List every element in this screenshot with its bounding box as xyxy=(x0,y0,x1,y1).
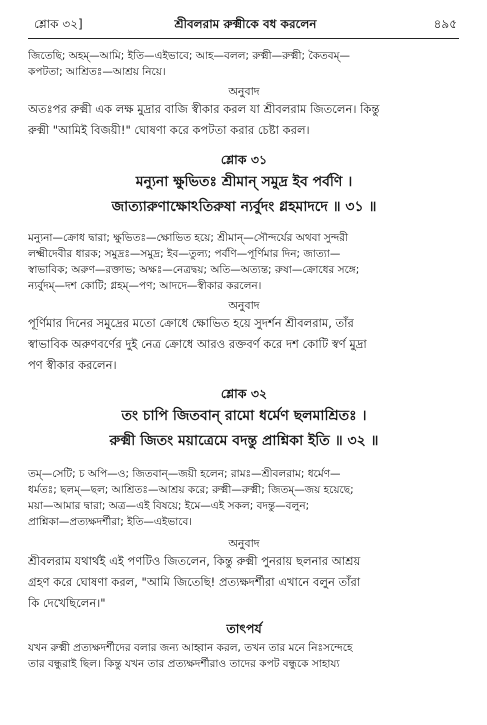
purport-line: তার বন্ধুরাই ছিল। কিন্তু যখন তার প্রত্যক্ষদর্শীরাও তাদের কপট বন্ধুকে সাহায্য xyxy=(28,658,340,670)
synonyms-line: ময়া—আমার দ্বারা; অত্র—এই বিষয়ে; ইমে—এই সকল; বদন্তু—বলুন; xyxy=(28,500,310,512)
header-rule xyxy=(28,38,459,39)
translation-heading: অনুবাদ xyxy=(228,85,260,98)
page-header xyxy=(34,16,457,36)
header-page-number: ৪৯৫ xyxy=(433,17,457,31)
translation-line: রুক্মী "আমিই বিজয়ী!" ঘোষণা করে কপটতা করার চেষ্টা করল। xyxy=(28,123,310,137)
synonyms-line: ধর্মতঃ; ছলম্—ছল; আশ্রিতঃ—আশ্রয় করে; রুক্মী—রুক্মী; জিতম্—জয় হয়েছে; xyxy=(28,484,354,496)
verse-number-heading: শ্লোক ৩১ xyxy=(220,152,268,167)
translation-line: গ্রহণ করে ঘোষণা করল, "আমি জিতেছি! প্রত্যক্ষদর্শীরা এখানে বলুন তাঁরা xyxy=(28,575,361,589)
translation-line: পণ স্বীকার করলেন। xyxy=(28,358,117,372)
purport-line: যখন রুক্মী প্রত্যক্ষদর্শীদের বলার জন্য আহ্বান করল, তখন তার মনে নিঃসন্দেহে xyxy=(28,642,353,654)
translation-line: স্বাভাবিক অরুণবর্ণের দুই নেত্র ক্রোধে আরও রক্তবর্ণ করে দশ কোটি স্বর্ণ মুদ্রা xyxy=(28,337,367,351)
synonyms-line: মন্যুনা—ক্রোধ দ্বারা; ক্ষুভিতঃ—ক্ষোভিত হয়ে; শ্রীমান্—সৌন্দর্যের অথবা সুন্দরী xyxy=(28,232,349,244)
synonyms-line: লক্ষ্মীদেবীর ধারক; সমুদ্রঃ—সমুদ্র; ইব—তুল্য; পর্বণি—পূর্ণিমার দিন; জাত্যা— xyxy=(28,248,341,260)
translation-heading: অনুবাদ xyxy=(228,299,260,312)
translation-line: কি দেখেছিলেন।" xyxy=(28,596,106,610)
verse-line: তং চাপি জিতবান্ রামো ধর্মেণ ছলমাশ্রিতঃ । xyxy=(121,408,367,424)
synonyms-line: ন্যর্বুদম্—দশ কোটি; গ্লহম্—পণ; আদদে—স্বীকার করলেন। xyxy=(28,280,262,292)
synonyms-line: স্বাভাবিক; অরুণ—রক্তাভ; অক্ষঃ—নেত্রদ্বয়; অতি—অত্যন্ত; রুষা—ক্রোধের সঙ্গে; xyxy=(28,264,360,276)
verse-line: জাত্যারুণাক্ষোঽতিরুষা ন্যর্বুদং গ্লহমাদদে ॥ ৩১ ॥ xyxy=(111,199,377,215)
translation-line: শ্রীবলরাম যথার্থই এই পণটিও জিতলেন, কিন্তু রুক্মী পুনরায় ছলনার আশ্রয় xyxy=(28,554,361,568)
verse-line: মন্যুনা ক্ষুভিতঃ শ্রীমান্ সমুদ্র ইব পর্বণি । xyxy=(135,174,353,190)
synonyms-prev-line: কপটতা; আশ্রিতঃ—আশ্রয় নিয়ে। xyxy=(28,66,166,78)
purport-heading: তাৎপর্য xyxy=(226,621,262,636)
translation-line: পূর্ণিমার দিনের সমুদ্রের মতো ক্রোধে ক্ষোভিত হয়ে সুদর্শন শ্রীবলরাম, তাঁর xyxy=(28,316,354,330)
synonyms-line: প্রাশ্নিকা—প্রত্যক্ষদর্শীরা; ইতি—এইভাবে। xyxy=(28,516,193,528)
synonyms-prev-line: জিতেছি; অহম্—আমি; ইতি—এইভাবে; আহ—বলল; রুক্মী—রুক্মী; কৈতবম্— xyxy=(28,50,350,62)
translation-heading: অনুবাদ xyxy=(228,537,260,550)
synonyms-line: তম্—সেটি; চ অপি—ও; জিতবান্—জয়ী হলেন; রামঃ—শ্রীবলরাম; ধর্মেণ— xyxy=(28,468,341,480)
header-chapter-title: শ্রীবলরাম রুক্মীকে বধ করলেন xyxy=(174,17,317,31)
header-verse-ref: শ্লোক ৩২] xyxy=(34,17,83,31)
verse-line: রুক্মী জিতং ময়াত্রেমে বদন্তু প্রাশ্নিকা ইতি ॥ ৩২ ॥ xyxy=(109,433,379,449)
verse-number-heading: শ্লোক ৩২ xyxy=(220,386,268,401)
translation-line: অতঃপর রুক্মী এক লক্ষ মুদ্রার বাজি স্বীকার করল যা শ্রীবলরাম জিতলেন। কিন্তু xyxy=(28,102,380,116)
